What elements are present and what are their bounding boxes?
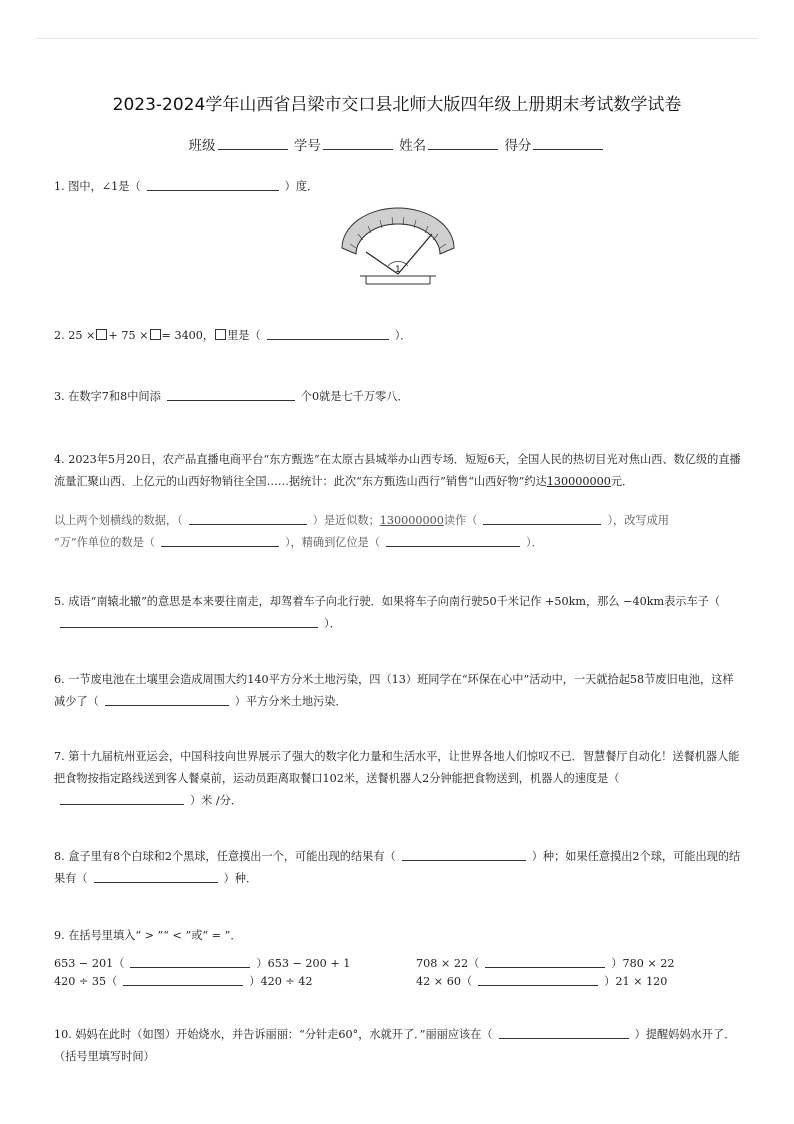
question-6-text: 6. 一节废电池在土壤里会造成周围大约140平方分米土地污染，四（13）班同学在“环保在心中”活动中，一天就拾起58节废旧电池，这样减少了（ xyxy=(54,673,734,708)
underlined-number: 130000000 xyxy=(379,514,444,527)
question-2-text: = 3400， xyxy=(161,329,215,342)
sub-text: 以上两个划横线的数据，（ xyxy=(54,514,183,527)
answer-blank[interactable] xyxy=(386,534,520,547)
angle-label: 1 xyxy=(395,265,401,275)
answer-blank[interactable] xyxy=(499,1026,629,1039)
protractor-figure xyxy=(336,204,460,288)
answer-blank[interactable] xyxy=(161,534,279,547)
question-1-text: 1. 图中，∠1是（ xyxy=(54,180,141,193)
comparison-row-1-right xyxy=(416,955,675,973)
question-5-text: 5. 成语“南辕北辙”的意思是本来要往南走，却驾着车子向北行驶．如果将车子向南行驶50千米记作 +50km，那么 −40km表示车子（ xyxy=(54,595,721,608)
question-1 xyxy=(54,176,744,198)
question-5-text-end: ）． xyxy=(324,617,341,630)
question-10-text: 10. 妈妈在此时（如图）开始烧水，并告诉丽丽：“分针走60°，水就开了．”丽丽应该在（ xyxy=(54,1028,493,1041)
number-label: 学号 xyxy=(293,138,321,154)
answer-blank[interactable] xyxy=(60,615,318,628)
question-3-text: 3. 在数字7和8中间添 xyxy=(54,390,161,403)
expression: 653 − 201（ xyxy=(54,957,125,970)
expression: ）780 × 22 xyxy=(611,957,675,970)
box-symbol xyxy=(150,329,161,340)
comparison-row-2-right xyxy=(416,973,667,991)
class-label: 班级 xyxy=(188,138,216,154)
sub-text: ），改写成用 xyxy=(607,514,669,527)
comparison-row-1-left xyxy=(54,955,350,973)
name-blank[interactable] xyxy=(428,137,498,150)
top-rule xyxy=(36,38,758,39)
sub-text: ）是近似数； xyxy=(312,514,380,527)
question-5 xyxy=(54,591,744,635)
expression: ）653 − 200 + 1 xyxy=(256,957,351,970)
box-symbol xyxy=(215,329,226,340)
score-blank[interactable] xyxy=(533,137,603,150)
expression: ）21 × 120 xyxy=(604,975,668,988)
question-1-text-end: ）度． xyxy=(284,180,319,193)
question-2 xyxy=(54,325,744,347)
answer-blank[interactable] xyxy=(123,973,243,986)
question-2-text: 里是（ xyxy=(227,329,261,342)
answer-blank[interactable] xyxy=(483,512,601,525)
expression: 420 ÷ 35（ xyxy=(54,975,118,988)
question-4-text: 4. 2023年5月20日，农产品直播电商平台“东方甄选”在太原古县城举办山西专场．短短6天，全国人民的热切目光对焦山西、数亿级的直播流量汇聚山西、上亿元的山西好物销往全国……据统计：此次“东方甄选山西行”销售“山西好物”约达 xyxy=(54,453,741,488)
answer-blank[interactable] xyxy=(94,870,218,883)
sub-text: ），精确到亿位是（ xyxy=(284,536,381,549)
question-2-text: + 75 × xyxy=(108,329,149,342)
name-label: 姓名 xyxy=(399,138,427,154)
answer-blank[interactable] xyxy=(147,178,279,191)
question-7-text-end: ）米 /分． xyxy=(190,794,243,807)
score-label: 得分 xyxy=(504,138,532,154)
question-9-text: 9. 在括号里填入“ > ”“ < ”或“ = ”． xyxy=(54,929,242,942)
question-4-text-end: 元． xyxy=(610,475,634,488)
question-9 xyxy=(54,925,744,947)
expression: 42 × 60（ xyxy=(416,975,473,988)
question-8 xyxy=(54,846,744,890)
question-4-subquestions xyxy=(54,510,744,554)
answer-blank[interactable] xyxy=(485,955,605,968)
answer-blank[interactable] xyxy=(130,955,250,968)
question-7-text: 7. 第十九届杭州亚运会，中国科技向世界展示了强大的数字化力量和生活水平，让世界各地人们惊叹不已．智慧餐厅自动化！送餐机器人能把食物按指定路线送到客人餐桌前，运动员距离取餐口102米，送餐机器人2分钟能把食物送到，机器人的速度是（ xyxy=(54,750,740,785)
question-8-text: ）种；如果任意摸出2个球，可能出现的结果有（ xyxy=(54,850,741,885)
class-blank[interactable] xyxy=(218,137,288,150)
answer-blank[interactable] xyxy=(167,388,295,401)
answer-blank[interactable] xyxy=(402,848,526,861)
answer-blank[interactable] xyxy=(189,512,307,525)
question-10-text-end: ）提醒妈妈水开了．（括号里填写时间） xyxy=(54,1028,736,1063)
question-6-text-end: ）平方分米土地污染． xyxy=(234,695,347,708)
question-7 xyxy=(54,746,744,812)
question-2-text-end: ）． xyxy=(394,329,412,342)
sub-text: “万”作单位的数是（ xyxy=(54,536,155,549)
answer-blank[interactable] xyxy=(60,792,184,805)
box-symbol xyxy=(96,329,107,340)
question-8-text: 8. 盒子里有8个白球和2个黑球，任意摸出一个，可能出现的结果有（ xyxy=(54,850,396,863)
question-10 xyxy=(54,1024,744,1068)
expression: 708 × 22（ xyxy=(416,957,480,970)
student-info-row xyxy=(0,134,794,154)
question-3-text-end: 个0就是七千万零八． xyxy=(300,390,409,403)
sub-text: 读作（ xyxy=(443,514,478,527)
underlined-number: 130000000 xyxy=(546,475,611,488)
question-4 xyxy=(54,449,744,493)
answer-blank[interactable] xyxy=(267,327,389,340)
question-8-text-end: ）种． xyxy=(223,872,258,885)
question-3 xyxy=(54,386,744,408)
page-title: 2023-2024学年山西省吕梁市交口县北师大版四年级上册期末考试数学试卷 xyxy=(112,95,682,115)
question-6 xyxy=(54,669,744,713)
answer-blank[interactable] xyxy=(105,693,229,706)
comparison-row-2-left xyxy=(54,973,313,991)
number-blank[interactable] xyxy=(323,137,393,150)
expression: ）420 ÷ 42 xyxy=(249,975,313,988)
answer-blank[interactable] xyxy=(478,973,598,986)
question-2-text: 2. 25 × xyxy=(54,329,96,342)
sub-text: ）． xyxy=(526,536,543,549)
